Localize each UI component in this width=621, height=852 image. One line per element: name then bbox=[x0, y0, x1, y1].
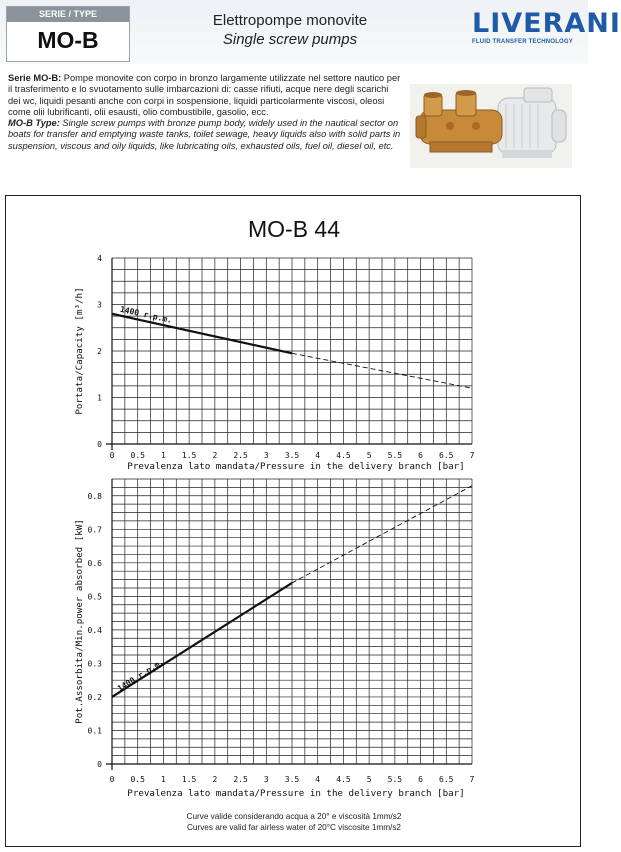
capacity-x-tick-label: 2.5 bbox=[233, 451, 248, 460]
power-x-tick-label: 4 bbox=[315, 775, 321, 784]
description-it-label: Serie MO-B: bbox=[8, 73, 62, 83]
power-x-tick-label: 3 bbox=[263, 775, 269, 784]
capacity-x-tick-label: 0 bbox=[109, 451, 115, 460]
capacity-y-axis-label: Portata/Capacity [m³/h] bbox=[74, 287, 85, 415]
power-y-tick-label: 0 bbox=[97, 760, 102, 769]
power-x-tick-label: 0.5 bbox=[130, 775, 145, 784]
capacity-x-tick-label: 5.5 bbox=[387, 451, 403, 460]
power-x-tick-label: 3.5 bbox=[284, 775, 300, 784]
capacity-x-tick-label: 6.5 bbox=[439, 451, 454, 460]
power-x-tick-label: 1.5 bbox=[181, 775, 197, 784]
chart-title: MO-B 44 bbox=[247, 216, 341, 242]
capacity-x-tick-label: 2 bbox=[212, 451, 218, 460]
capacity-x-tick-label: 0.5 bbox=[130, 451, 145, 460]
power-y-tick-label: 0.4 bbox=[87, 625, 102, 635]
capacity-x-tick-label: 3 bbox=[263, 451, 269, 460]
power-y-tick-label: 0.3 bbox=[87, 659, 102, 669]
power-series-label: 1400 r.p.m. bbox=[115, 657, 166, 694]
logo-subtitle: FLUID TRANSFER TECHNOLOGY bbox=[472, 39, 573, 45]
power-x-tick-label: 4.5 bbox=[336, 775, 351, 784]
description-en-label: MO-B Type: bbox=[8, 118, 60, 129]
power-y-tick-label: 0.6 bbox=[87, 558, 102, 568]
description-it-text: Pompe monovite con corpo in bronzo largamente utilizzate nel settore nautico per il trasferimento e lo svuotamento sulle imbarcazioni di: casse rifiuti, acque nere degli scarichi dei wc, liquidi pesanti anche con corpi in sospensione, liquidi particolarmente viscosi, oleosi come olii lubrificanti, olii esausti, olio combustibile, gasolio, ecc. bbox=[8, 73, 401, 117]
power-x-tick-label: 6 bbox=[418, 775, 423, 784]
series-tag: SERIE / TYPE bbox=[7, 7, 129, 22]
capacity-y-tick-label: 3 bbox=[97, 300, 102, 310]
capacity-x-tick-label: 6 bbox=[418, 451, 423, 460]
footer-note-italian: Curve valide considerando acqua a 20° e viscosità 1mm/s2 bbox=[186, 812, 402, 821]
description-en-text: Single screw pumps with bronze pump body, widely used in the nautical sector on boats for transfer and emptying waste tanks, toilet sewage, heavy liquids also with solid parts in suspension, viscous and oily liquids, like lubricating oils, exhausted oils, fuel oil, diesel oil, etc. bbox=[8, 118, 401, 151]
power-y-tick-label: 0.7 bbox=[87, 525, 102, 535]
power-x-tick-label: 7 bbox=[469, 775, 475, 784]
capacity-x-tick-label: 5 bbox=[366, 451, 372, 460]
power-y-axis-label: Pot.Assorbita/Min.power absorbed [kW] bbox=[74, 519, 85, 724]
capacity-y-tick-label: 2 bbox=[97, 347, 102, 356]
power-x-tick-label: 6.5 bbox=[439, 775, 454, 784]
capacity-y-tick-label: 4 bbox=[97, 254, 102, 263]
power-x-tick-label: 5.5 bbox=[387, 775, 403, 784]
capacity-y-tick-label: 1 bbox=[97, 393, 102, 403]
title-english: Single screw pumps bbox=[222, 31, 358, 48]
power-y-tick-label: 0.5 bbox=[87, 592, 102, 602]
power-x-tick-label: 0 bbox=[109, 775, 115, 784]
power-y-tick-label: 0.8 bbox=[87, 491, 102, 501]
logo-text: LIVERANI bbox=[472, 8, 621, 39]
series-name: MO-B bbox=[37, 27, 99, 53]
power-x-tick-label: 2 bbox=[212, 775, 218, 784]
capacity-x-axis-label: Prevalenza lato mandata/Pressure in the delivery branch [bar] bbox=[127, 461, 465, 472]
title-italian: Elettropompe monovite bbox=[212, 12, 368, 29]
power-y-tick-label: 0.1 bbox=[87, 726, 102, 736]
capacity-x-tick-label: 7 bbox=[469, 451, 475, 460]
power-y-tick-label: 0.2 bbox=[87, 692, 102, 702]
capacity-series-label: 1400 r.p.m. bbox=[119, 304, 173, 325]
footer-note-english: Curves are valid far airless water of 20°C viscosite 1mm/s2 bbox=[187, 823, 401, 832]
power-x-tick-label: 1 bbox=[161, 775, 166, 784]
power-x-tick-label: 5 bbox=[366, 775, 372, 784]
power-x-axis-label: Prevalenza lato mandata/Pressure in the delivery branch [bar] bbox=[127, 788, 465, 799]
capacity-x-tick-label: 1 bbox=[161, 451, 166, 460]
power-x-tick-label: 2.5 bbox=[233, 775, 248, 784]
capacity-x-tick-label: 4.5 bbox=[336, 451, 351, 460]
capacity-x-tick-label: 1.5 bbox=[181, 451, 197, 460]
capacity-x-tick-label: 4 bbox=[315, 451, 321, 460]
capacity-y-tick-label: 0 bbox=[97, 440, 102, 449]
capacity-x-tick-label: 3.5 bbox=[284, 451, 300, 460]
